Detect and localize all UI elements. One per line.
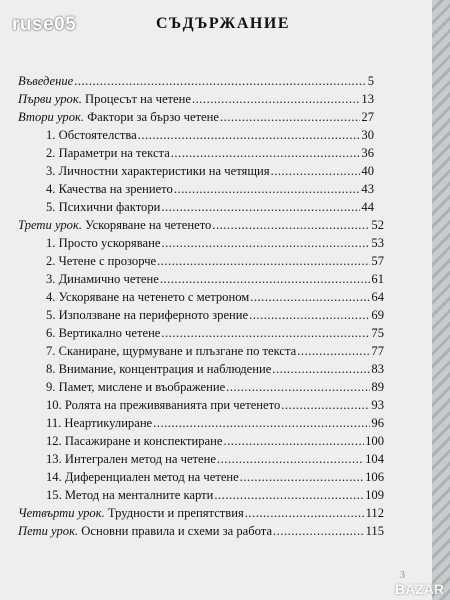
toc-leader-dots bbox=[74, 74, 366, 89]
toc-leader-dots bbox=[245, 506, 365, 521]
toc-entry-title: Процесът на четене bbox=[81, 92, 191, 106]
toc-entry-title: 3. Динамично четене bbox=[46, 272, 159, 286]
toc-page-number: 109 bbox=[365, 488, 384, 502]
toc-entry-title: Фактори за бързо четене bbox=[84, 110, 219, 124]
toc-entry-title: 5. Психични фактори bbox=[46, 200, 161, 214]
toc-entry bbox=[46, 290, 384, 308]
toc-leader-dots bbox=[272, 362, 370, 377]
toc-entry-label bbox=[46, 128, 137, 143]
toc-entry-label bbox=[18, 110, 219, 125]
toc-entry-label bbox=[46, 344, 296, 359]
toc-leader-dots bbox=[214, 488, 364, 503]
toc-page-number: 100 bbox=[365, 434, 384, 448]
toc-leader-dots bbox=[160, 272, 371, 287]
toc-entry bbox=[18, 506, 384, 524]
toc-entry-label bbox=[46, 488, 213, 503]
toc-page-number: 36 bbox=[361, 146, 374, 160]
toc-page-number: 53 bbox=[371, 236, 384, 250]
toc-entry-label bbox=[46, 290, 249, 305]
toc-leader-dots bbox=[217, 452, 364, 467]
toc-entry-label bbox=[46, 164, 270, 179]
toc-page-number: 77 bbox=[371, 344, 384, 358]
toc-page-number: 30 bbox=[361, 128, 374, 142]
toc-entry-title: 10. Ролята на преживяванията при четенето bbox=[46, 398, 281, 412]
toc-entry bbox=[46, 254, 384, 272]
toc-entry-title: 8. Внимание, концентрация и наблюдение bbox=[46, 362, 272, 376]
toc-entry bbox=[46, 164, 374, 182]
toc-entry-label bbox=[46, 236, 160, 251]
toc-page-number: 43 bbox=[361, 182, 374, 196]
toc-entry-lesson: Въведение bbox=[18, 74, 74, 88]
toc-entry-label bbox=[46, 326, 160, 341]
toc-entry-lesson: Пети урок. bbox=[18, 524, 79, 538]
toc-entry bbox=[46, 470, 384, 488]
toc-entry-title: 4. Ускоряване на четенето с метроном bbox=[46, 290, 250, 304]
toc-entry-title: 4. Качества на зрението bbox=[46, 182, 173, 196]
toc-entry-label bbox=[18, 218, 211, 233]
toc-entry-lesson: Трети урок. bbox=[18, 218, 83, 232]
toc-page-number: 69 bbox=[371, 308, 384, 322]
toc-entry bbox=[46, 236, 384, 254]
toc-leader-dots bbox=[297, 344, 370, 359]
toc-page-number: 5 bbox=[367, 74, 374, 88]
page-title: СЪДЪРЖАНИЕ bbox=[156, 15, 290, 32]
toc-entry bbox=[46, 200, 374, 218]
watermark-text: ruse05 bbox=[12, 14, 77, 35]
toc-leader-dots bbox=[161, 326, 370, 341]
toc-entry bbox=[46, 416, 384, 434]
toc-leader-dots bbox=[250, 290, 370, 305]
toc-entry bbox=[46, 128, 374, 146]
toc-page-number: 89 bbox=[371, 380, 384, 394]
toc-entry-label bbox=[46, 362, 271, 377]
toc-entry-label bbox=[46, 398, 280, 413]
toc-leader-dots bbox=[220, 110, 360, 125]
toc-entry bbox=[18, 74, 374, 92]
toc-entry-label bbox=[46, 272, 159, 287]
toc-entry-label bbox=[46, 434, 222, 449]
toc-page-number: 75 bbox=[371, 326, 384, 340]
toc-page-number: 61 bbox=[371, 272, 384, 286]
toc-leader-dots bbox=[226, 380, 370, 395]
toc-entry-label bbox=[46, 182, 173, 197]
toc-page-number: 27 bbox=[361, 110, 374, 124]
toc-entry bbox=[46, 488, 384, 506]
toc-entry-label bbox=[18, 506, 244, 521]
toc-leader-dots bbox=[249, 308, 370, 323]
toc-entry-title: 5. Използване на периферното зрение bbox=[46, 308, 249, 322]
toc-entry-title: 11. Неартикулиране bbox=[46, 416, 153, 430]
toc-page-number: 64 bbox=[371, 290, 384, 304]
toc-entry-title: 1. Обстоятелства bbox=[46, 128, 137, 142]
toc-entry bbox=[18, 110, 374, 128]
toc-entry-label bbox=[46, 470, 239, 485]
toc-leader-dots bbox=[174, 182, 361, 197]
toc-page-number: 93 bbox=[371, 398, 384, 412]
toc-leader-dots bbox=[153, 416, 370, 431]
toc-entry-label bbox=[46, 200, 160, 215]
toc-entry-lesson: Четвърти урок. bbox=[18, 506, 105, 520]
bazar-logo: BAZAR bbox=[395, 581, 444, 597]
toc-entry-lesson: Първи урок. bbox=[18, 92, 82, 106]
toc-entry bbox=[18, 524, 384, 542]
toc-leader-dots bbox=[138, 128, 361, 143]
toc-entry-label bbox=[18, 74, 73, 89]
toc-page-number: 40 bbox=[361, 164, 374, 178]
toc-entry bbox=[46, 452, 384, 470]
toc-entry bbox=[46, 308, 384, 326]
toc-entry-title: 3. Личностни характеристики на четящия bbox=[46, 164, 270, 178]
toc-leader-dots bbox=[281, 398, 370, 413]
toc-leader-dots bbox=[271, 164, 361, 179]
toc-entry bbox=[46, 380, 384, 398]
toc-page-number: 83 bbox=[371, 362, 384, 376]
toc-entry bbox=[46, 398, 384, 416]
toc-entry-label bbox=[18, 92, 191, 107]
toc-entry-title: Основни правила и схеми за работа bbox=[78, 524, 273, 538]
toc-page-number: 96 bbox=[371, 416, 384, 430]
toc-entry bbox=[46, 362, 384, 380]
toc-leader-dots bbox=[157, 254, 370, 269]
page-edge bbox=[432, 0, 450, 600]
toc-entry-label bbox=[46, 380, 225, 395]
toc-entry bbox=[46, 182, 374, 200]
toc-entry-title: 7. Сканиране, щурмуване и плъзгане по текста bbox=[46, 344, 297, 358]
toc-page-number: 106 bbox=[365, 470, 384, 484]
toc-page-number: 13 bbox=[361, 92, 374, 106]
toc-entry-title: 2. Четене с прозорче bbox=[46, 254, 157, 268]
toc-leader-dots bbox=[192, 92, 360, 107]
toc-entry-title: 9. Памет, мислене и въображение bbox=[46, 380, 226, 394]
toc-entry bbox=[46, 146, 374, 164]
toc-entry-lesson: Втори урок. bbox=[18, 110, 85, 124]
toc-leader-dots bbox=[212, 218, 370, 233]
toc-entry-label bbox=[46, 416, 152, 431]
toc-leader-dots bbox=[161, 200, 360, 215]
toc-entry-label bbox=[18, 524, 272, 539]
toc-entry bbox=[46, 434, 384, 452]
toc-entry-title: 1. Просто ускоряване bbox=[46, 236, 161, 250]
toc-entry-title: 12. Пасажиране и конспектиране bbox=[46, 434, 223, 448]
toc-entry bbox=[46, 344, 384, 362]
toc-leader-dots bbox=[223, 434, 364, 449]
toc-leader-dots bbox=[273, 524, 365, 539]
toc-entry-label bbox=[46, 254, 156, 269]
toc-entry-title: Трудности и препятствия bbox=[104, 506, 244, 520]
toc-page-number: 52 bbox=[371, 218, 384, 232]
toc-entry-title: 6. Вертикално четене bbox=[46, 326, 161, 340]
toc-page-number: 112 bbox=[365, 506, 384, 520]
toc-leader-dots bbox=[171, 146, 361, 161]
toc-entry-title: 2. Параметри на текста bbox=[46, 146, 170, 160]
toc-page-number: 57 bbox=[371, 254, 384, 268]
toc-leader-dots bbox=[240, 470, 364, 485]
toc-entry-label bbox=[46, 146, 170, 161]
toc-entry-title: 14. Диференциален метод на четене bbox=[46, 470, 239, 484]
toc-entry bbox=[18, 218, 384, 236]
toc-page-number: 104 bbox=[365, 452, 384, 466]
toc-page-number: 115 bbox=[365, 524, 384, 538]
toc-entry bbox=[18, 92, 374, 110]
toc-entry-title: 15. Метод на менталните карти bbox=[46, 488, 214, 502]
corner-mark: 3 bbox=[400, 570, 405, 581]
toc-entry-label bbox=[46, 452, 216, 467]
toc-entry-title: 13. Интегрален метод на четене bbox=[46, 452, 216, 466]
toc-entry-title: Ускоряване на четенето bbox=[82, 218, 212, 232]
toc-page-number: 44 bbox=[361, 200, 374, 214]
toc-entry-label bbox=[46, 308, 248, 323]
toc-leader-dots bbox=[161, 236, 370, 251]
toc-entry bbox=[46, 326, 384, 344]
toc-entry bbox=[46, 272, 384, 290]
